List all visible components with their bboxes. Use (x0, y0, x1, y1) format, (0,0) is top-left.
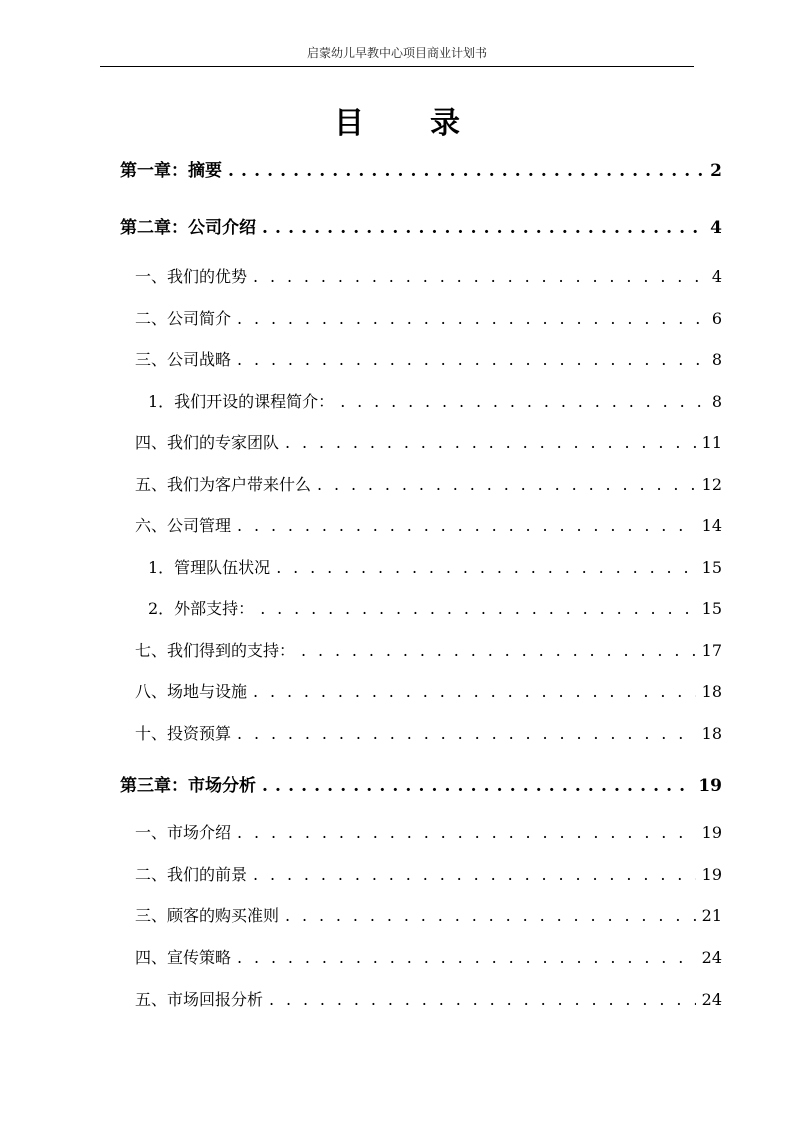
header-rule (100, 66, 694, 67)
dot-leader (237, 948, 696, 967)
toc-entry-label: 七、我们得到的支持： (135, 641, 296, 660)
toc-entry-section[interactable] (135, 945, 722, 968)
dot-leader (237, 516, 696, 535)
toc-entry-subsection[interactable] (148, 389, 722, 412)
toc-entry-label: 五、市场回报分析 (135, 990, 264, 1009)
toc-entry-label: 第三章：市场分析 (120, 776, 256, 796)
toc-entry-section[interactable] (135, 679, 722, 702)
toc-entry-page: 18 (701, 682, 722, 701)
toc-entry-page: 4 (711, 267, 722, 286)
toc-title: 目录 (334, 106, 526, 141)
toc-entry-section[interactable] (135, 820, 722, 843)
toc-entry-page: 15 (701, 558, 722, 577)
toc-entry-label: 一、我们的优势 (135, 267, 248, 286)
toc-entry-label: 第一章：摘要 (120, 161, 222, 181)
toc-entry-label: 二、我们的前景 (135, 865, 248, 884)
toc-entry-page: 4 (710, 218, 722, 238)
toc-entry-section[interactable] (135, 862, 722, 885)
toc-entry-label: 四、我们的专家团队 (135, 433, 280, 452)
toc-entry-page: 19 (698, 776, 722, 796)
toc-entry-label: 五、我们为客户带来什么 (135, 475, 312, 494)
dot-leader (317, 475, 696, 494)
toc-entry-label: 三、公司战略 (135, 350, 232, 369)
toc-entry-label: 六、公司管理 (135, 516, 232, 535)
dot-leader (262, 776, 692, 796)
toc-entry-chapter-1[interactable] (120, 156, 722, 181)
dot-leader (253, 865, 696, 884)
dot-leader (228, 161, 704, 181)
toc-entry-label: 三、顾客的购买准则 (135, 906, 280, 925)
toc-entry-label: 1．我们开设的课程简介： (148, 392, 335, 411)
toc-entry-page: 11 (701, 433, 722, 452)
toc-entry-page: 19 (701, 823, 722, 842)
toc-entry-section[interactable] (135, 721, 722, 744)
toc-entry-section[interactable] (135, 513, 722, 536)
running-header: 启蒙幼儿早教中心项目商业计划书 (306, 46, 487, 60)
toc-entry-page: 15 (701, 599, 722, 618)
dot-leader (340, 392, 706, 411)
toc-entry-page: 24 (701, 948, 722, 967)
toc-entry-label: 第二章：公司介绍 (120, 218, 256, 238)
toc-entry-section[interactable] (135, 264, 722, 287)
toc-entry-page: 24 (701, 990, 722, 1009)
toc-entry-section[interactable] (135, 987, 722, 1010)
dot-leader (253, 682, 696, 701)
dot-leader (285, 433, 696, 452)
toc-entry-section[interactable] (135, 638, 722, 661)
toc-entry-page: 19 (701, 865, 722, 884)
dot-leader (237, 823, 696, 842)
dot-leader (260, 599, 695, 618)
toc-entry-page: 17 (701, 641, 722, 660)
toc-entry-label: 1．管理队伍状况 (148, 558, 271, 577)
toc-entry-chapter-3[interactable] (120, 771, 722, 796)
dot-leader (269, 990, 696, 1009)
toc-entry-section[interactable] (135, 903, 722, 926)
toc-entry-page: 8 (711, 392, 722, 411)
dot-leader (285, 906, 696, 925)
toc-entry-section[interactable] (135, 306, 722, 329)
toc-entry-label: 二、公司简介 (135, 309, 232, 328)
toc-entry-page: 18 (701, 724, 722, 743)
dot-leader (237, 350, 706, 369)
toc-entry-section[interactable] (135, 430, 722, 453)
toc-entry-label: 2．外部支持： (148, 599, 255, 618)
toc-entry-label: 十、投资预算 (135, 724, 232, 743)
toc-entry-label: 四、宣传策略 (135, 948, 232, 967)
dot-leader (301, 641, 696, 660)
dot-leader (237, 309, 706, 328)
toc-entry-page: 8 (711, 350, 722, 369)
toc-entry-label: 一、市场介绍 (135, 823, 232, 842)
toc-entry-page: 12 (701, 475, 722, 494)
toc-entry-page: 21 (701, 906, 722, 925)
toc-entry-page: 14 (701, 516, 722, 535)
dot-leader (262, 218, 704, 238)
toc-entry-chapter-2[interactable] (120, 213, 722, 238)
toc-entry-label: 八、场地与设施 (135, 682, 248, 701)
toc-entry-subsection[interactable] (148, 555, 722, 578)
toc-entry-section[interactable] (135, 472, 722, 495)
toc-entry-page: 6 (711, 309, 722, 328)
dot-leader (237, 724, 696, 743)
toc-entry-section[interactable] (135, 347, 722, 370)
toc-entry-page: 2 (710, 161, 722, 181)
toc-entry-subsection[interactable] (148, 596, 722, 619)
dot-leader (253, 267, 706, 286)
dot-leader (276, 558, 695, 577)
